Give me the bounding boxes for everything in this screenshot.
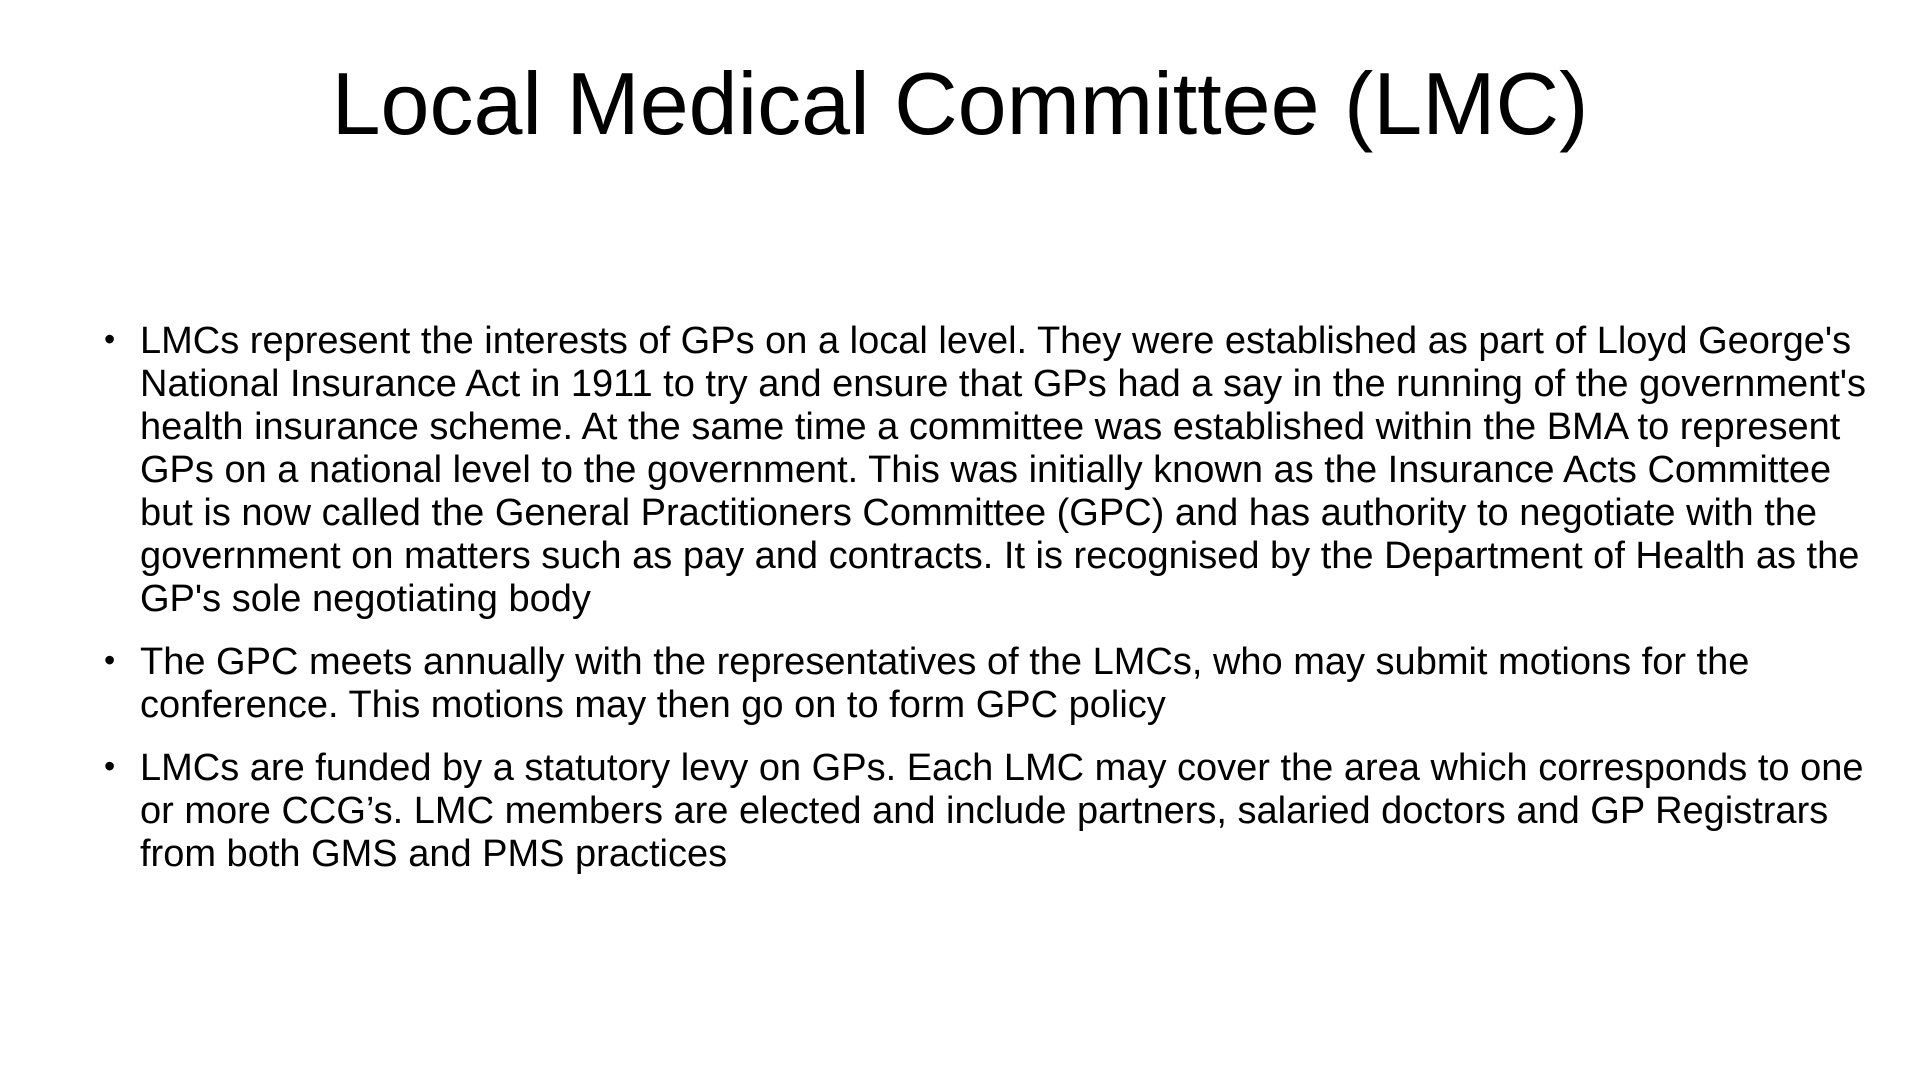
- bullet-text: LMCs are funded by a statutory levy on GPs. Each LMC may cover the area which corresponds to one or more CCG’s. LMC members are elected and include partners, salaried doctors and GP Registrars from both GMS and PMS practices: [140, 747, 1864, 875]
- bullet-icon: •: [104, 321, 116, 357]
- bullet-list: [96, 320, 1876, 896]
- bullet-item: [96, 747, 1876, 876]
- bullet-item: [96, 320, 1876, 621]
- bullet-icon: •: [104, 748, 116, 784]
- bullet-text: LMCs represent the interests of GPs on a local level. They were established as part of Lloyd George's National Insurance Act in 1911 to try and ensure that GPs had a say in the running of the government's health insurance scheme. At the same time a committee was established within the BMA to represent GPs on a national level to the government. This was initially known as the Insurance Acts Committee but is now called the General Practitioners Committee (GPC) and has authority to negotiate with the government on matters such as pay and contracts. It is recognised by the Department of Health as the GP's sole negotiating body: [140, 320, 1867, 620]
- slide-title: Local Medical Committee (LMC): [331, 54, 1589, 153]
- bullet-icon: •: [104, 642, 116, 678]
- bullet-text: The GPC meets annually with the representatives of the LMCs, who may submit motions for the conference. This motions may then go on to form GPC policy: [140, 641, 1750, 726]
- bullet-item: [96, 641, 1876, 727]
